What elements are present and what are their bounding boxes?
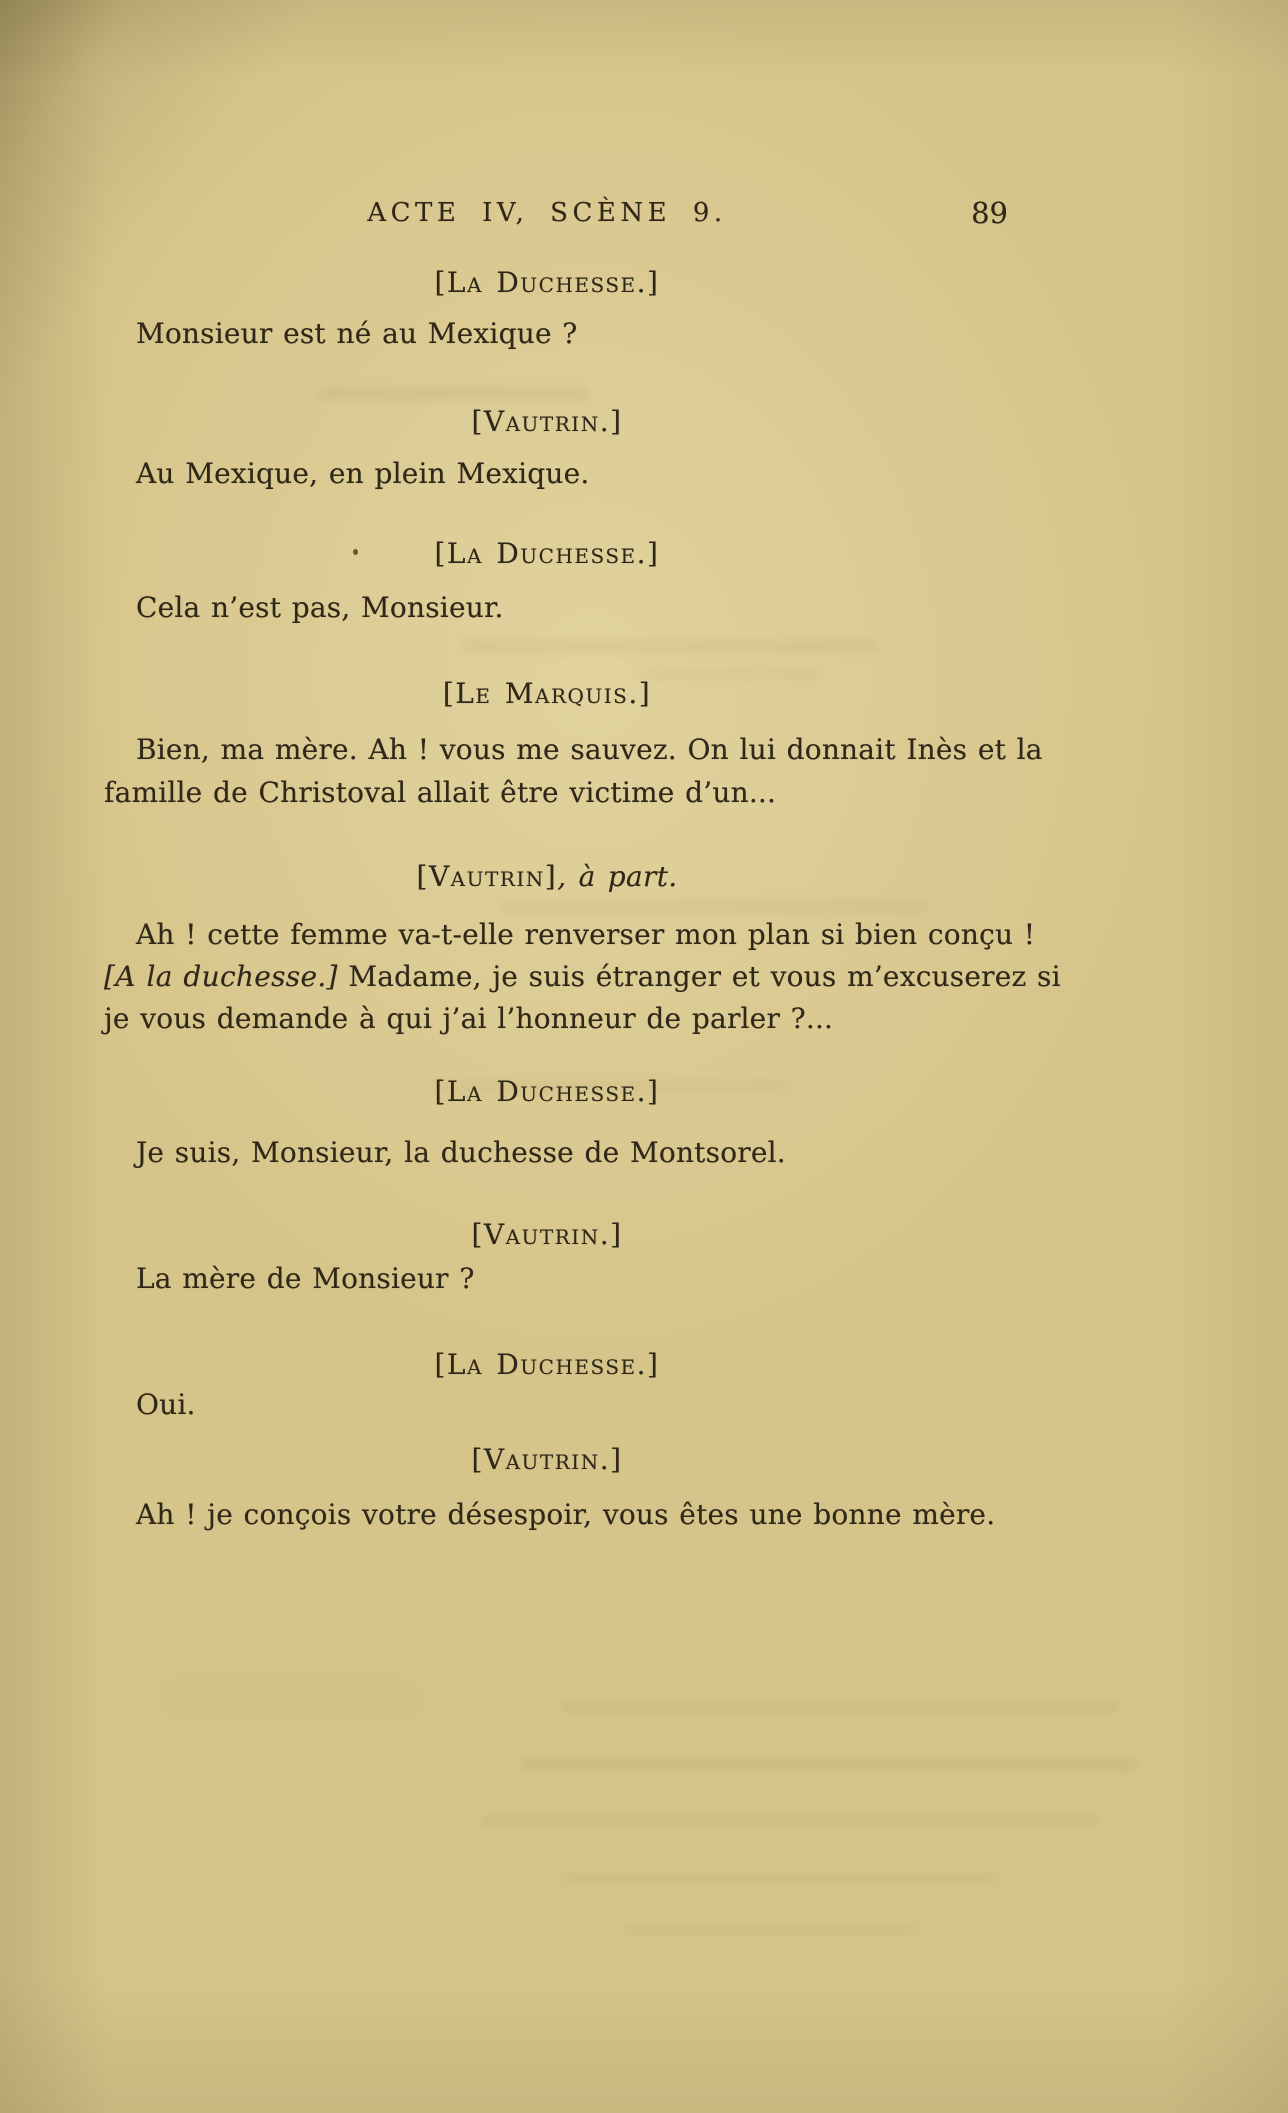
show-through-mark bbox=[560, 1872, 1000, 1885]
speaker-label bbox=[104, 860, 990, 894]
show-through-mark bbox=[460, 640, 880, 653]
show-through-mark bbox=[520, 1758, 1140, 1772]
dialogue-line-text: Madame, je suis étranger et vous m’excuserez si bbox=[337, 960, 1061, 993]
speaker-label: [La Duchesse.] bbox=[434, 1075, 660, 1108]
dialogue-line: Bien, ma mère. Ah ! vous me sauvez. On lui donnait Inès et la bbox=[136, 733, 1043, 766]
speaker-label: [La Duchesse.] bbox=[434, 266, 660, 299]
speaker-name: [Vautrin] bbox=[416, 860, 558, 893]
show-through-mark bbox=[560, 1700, 1120, 1714]
dialogue-line: La mère de Monsieur ? bbox=[136, 1262, 475, 1295]
show-through-mark bbox=[480, 1814, 1100, 1828]
dialogue-line: famille de Christoval allait être victime d’un... bbox=[104, 776, 777, 809]
show-through-mark bbox=[160, 1680, 420, 1716]
show-through-mark bbox=[318, 388, 590, 400]
dialogue-line: Ah ! je conçois votre désespoir, vous êtes une bonne mère. bbox=[136, 1498, 996, 1531]
dialogue-line: je vous demande à qui j’ai l’honneur de parler ?... bbox=[104, 1002, 834, 1035]
dialogue-line: Monsieur est né au Mexique ? bbox=[136, 317, 578, 350]
dialogue-line: Oui. bbox=[136, 1388, 196, 1421]
speaker-label: [Vautrin.] bbox=[471, 1443, 623, 1476]
speaker-label: [Vautrin.] bbox=[471, 405, 623, 438]
dialogue-line: Cela n’est pas, Monsieur. bbox=[136, 591, 504, 624]
speaker-label: [Vautrin.] bbox=[471, 1218, 623, 1251]
dialogue-line: Au Mexique, en plein Mexique. bbox=[136, 457, 590, 490]
stage-direction: , à part. bbox=[557, 860, 678, 893]
dialogue-line bbox=[104, 960, 1061, 994]
dialogue-line: Ah ! cette femme va-t-elle renverser mon plan si bien conçu ! bbox=[136, 918, 1036, 951]
show-through-mark bbox=[620, 1924, 920, 1936]
page-number: 89 bbox=[971, 196, 1008, 230]
speaker-label: [Le Marquis.] bbox=[442, 677, 652, 710]
dialogue-line: Je suis, Monsieur, la duchesse de Montsorel. bbox=[136, 1136, 786, 1169]
running-title: ACTE IV, SCÈNE 9. bbox=[367, 198, 727, 228]
speaker-label: [La Duchesse.] bbox=[434, 1348, 660, 1381]
speaker-label: [La Duchesse.] bbox=[434, 537, 660, 570]
show-through-mark bbox=[500, 900, 930, 913]
stage-direction: [A la duchesse.] bbox=[104, 960, 338, 993]
